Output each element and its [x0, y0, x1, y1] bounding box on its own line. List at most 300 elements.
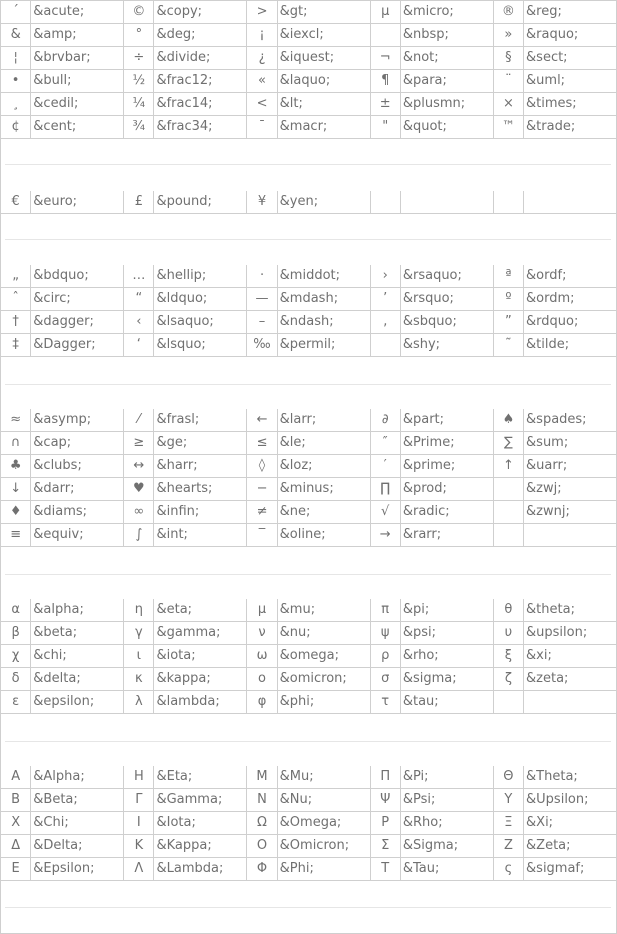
entity-code: &ordf; [524, 265, 616, 288]
entity-glyph: ♣ [1, 455, 31, 478]
entity-glyph: Α [1, 766, 31, 789]
entity-code: &mdash; [277, 288, 370, 311]
entity-code: &larr; [277, 409, 370, 432]
entity-code: &Psi; [400, 789, 493, 812]
entity-code: &not; [400, 47, 493, 70]
entity-glyph: „ [1, 265, 31, 288]
entity-code: &circ; [31, 288, 124, 311]
entity-glyph: Ζ [493, 835, 523, 858]
entity-code: &nbsp; [400, 24, 493, 47]
entity-glyph: ο [247, 668, 277, 691]
entity-code: &Omicron; [277, 835, 370, 858]
entity-code: &quot; [400, 116, 493, 139]
entity-glyph: © [124, 1, 154, 24]
entity-code: &bull; [31, 70, 124, 93]
table-row [1, 409, 616, 432]
entity-glyph [493, 501, 523, 524]
entity-glyph: ♠ [493, 409, 523, 432]
entity-code: &xi; [524, 645, 616, 668]
entity-code: &ordm; [524, 288, 616, 311]
entity-glyph: ″ [370, 432, 400, 455]
entity-glyph: ↔ [124, 455, 154, 478]
entity-code: &phi; [277, 691, 370, 714]
entity-glyph: Ε [1, 858, 31, 881]
entity-glyph: π [370, 599, 400, 622]
table-row [1, 524, 616, 547]
entity-glyph: Ξ [493, 812, 523, 835]
entity-code: &yen; [277, 191, 370, 214]
entity-code: &trade; [524, 116, 616, 139]
entity-code: &Eta; [154, 766, 247, 789]
entity-code: &sigmaf; [524, 858, 616, 881]
entity-glyph: € [1, 191, 31, 214]
entity-code: &divide; [154, 47, 247, 70]
entity-code: &rho; [400, 645, 493, 668]
entity-code: &lambda; [154, 691, 247, 714]
group-currency [1, 191, 616, 214]
entity-code: &Sigma; [400, 835, 493, 858]
entity-code: &para; [400, 70, 493, 93]
entity-glyph: ↑ [493, 455, 523, 478]
entity-code: &bdquo; [31, 265, 124, 288]
entity-glyph: − [247, 478, 277, 501]
entity-code: &reg; [524, 1, 616, 24]
entity-glyph: ‡ [1, 334, 31, 357]
entity-glyph: ˆ [1, 288, 31, 311]
entity-glyph: × [493, 93, 523, 116]
entity-code: &pi; [400, 599, 493, 622]
entity-code: &times; [524, 93, 616, 116]
entity-code: &Xi; [524, 812, 616, 835]
entity-glyph: λ [124, 691, 154, 714]
entity-glyph: ¦ [1, 47, 31, 70]
entity-glyph: ∂ [370, 409, 400, 432]
entity-glyph: > [247, 1, 277, 24]
entity-glyph: Η [124, 766, 154, 789]
entity-glyph: η [124, 599, 154, 622]
entity-glyph: Ι [124, 812, 154, 835]
entity-glyph: ± [370, 93, 400, 116]
entity-code: &spades; [524, 409, 616, 432]
entity-glyph: ¼ [124, 93, 154, 116]
entity-code: &upsilon; [524, 622, 616, 645]
entity-code: &Gamma; [154, 789, 247, 812]
entity-glyph: ρ [370, 645, 400, 668]
entity-code: &frac12; [154, 70, 247, 93]
group-divider [5, 239, 611, 240]
entity-glyph: ς [493, 858, 523, 881]
entity-code: &sum; [524, 432, 616, 455]
entity-code: &omega; [277, 645, 370, 668]
entity-glyph: ¢ [1, 116, 31, 139]
entity-code: &Upsilon; [524, 789, 616, 812]
entity-glyph: √ [370, 501, 400, 524]
entity-code: &dagger; [31, 311, 124, 334]
entity-glyph: ξ [493, 645, 523, 668]
entity-code: &copy; [154, 1, 247, 24]
entity-code: &shy; [400, 334, 493, 357]
group-divider [5, 741, 611, 742]
entity-glyph: ω [247, 645, 277, 668]
entity-glyph: £ [124, 191, 154, 214]
entity-glyph: … [124, 265, 154, 288]
entity-glyph: ® [493, 1, 523, 24]
entity-code: &Dagger; [31, 334, 124, 357]
entity-code: &Epsilon; [31, 858, 124, 881]
entity-code [524, 691, 616, 714]
table-row [1, 478, 616, 501]
entity-glyph: ≠ [247, 501, 277, 524]
entity-glyph [493, 691, 523, 714]
entity-glyph: ≥ [124, 432, 154, 455]
table-row [1, 501, 616, 524]
entity-code: &mu; [277, 599, 370, 622]
entity-code: &rsaquo; [400, 265, 493, 288]
entity-glyph: ” [493, 311, 523, 334]
entity-glyph: ∩ [1, 432, 31, 455]
entity-glyph: υ [493, 622, 523, 645]
entity-code: &rarr; [400, 524, 493, 547]
entity-code: &epsilon; [31, 691, 124, 714]
entity-glyph: ‹ [124, 311, 154, 334]
entity-code: &gt; [277, 1, 370, 24]
entity-code: &prod; [400, 478, 493, 501]
entity-glyph: τ [370, 691, 400, 714]
group-greek-lowercase [1, 599, 616, 714]
entity-glyph: • [1, 70, 31, 93]
entity-code: &Theta; [524, 766, 616, 789]
entity-code: &iota; [154, 645, 247, 668]
entity-code: &Lambda; [154, 858, 247, 881]
entity-code: &pound; [154, 191, 247, 214]
entity-glyph: ¸ [1, 93, 31, 116]
entity-code: &cap; [31, 432, 124, 455]
table-row [1, 691, 616, 714]
entity-code: &Kappa; [154, 835, 247, 858]
entity-code: &Prime; [400, 432, 493, 455]
entity-glyph: ∑ [493, 432, 523, 455]
entity-glyph: μ [247, 599, 277, 622]
entity-code: &amp; [31, 24, 124, 47]
table-row [1, 789, 616, 812]
entity-code: &permil; [277, 334, 370, 357]
entity-glyph: ¡ [247, 24, 277, 47]
entity-code: &uml; [524, 70, 616, 93]
entity-code: &euro; [31, 191, 124, 214]
entity-code: &zwj; [524, 478, 616, 501]
entity-glyph: º [493, 288, 523, 311]
entity-glyph: Ο [247, 835, 277, 858]
entity-code [400, 191, 493, 214]
entity-glyph: Μ [247, 766, 277, 789]
entity-glyph [370, 24, 400, 47]
entity-glyph: ¯ [247, 116, 277, 139]
group-divider [5, 574, 611, 575]
entity-glyph: α [1, 599, 31, 622]
table-row [1, 70, 616, 93]
entity-code: &zwnj; [524, 501, 616, 524]
entity-glyph: δ [1, 668, 31, 691]
entity-code: &ndash; [277, 311, 370, 334]
entity-code: &ldquo; [154, 288, 247, 311]
entity-glyph: ™ [493, 116, 523, 139]
entity-code: &macr; [277, 116, 370, 139]
entity-code: &chi; [31, 645, 124, 668]
entity-glyph: ν [247, 622, 277, 645]
entity-code: &clubs; [31, 455, 124, 478]
table-row [1, 191, 616, 214]
entity-code: &sect; [524, 47, 616, 70]
entity-glyph: Ν [247, 789, 277, 812]
entity-code: &harr; [154, 455, 247, 478]
entity-code: &theta; [524, 599, 616, 622]
entity-code: &Iota; [154, 812, 247, 835]
entity-code: &gamma; [154, 622, 247, 645]
entity-code: &sigma; [400, 668, 493, 691]
entity-glyph: ∫ [124, 524, 154, 547]
entity-glyph: Θ [493, 766, 523, 789]
entity-glyph: ˜ [493, 334, 523, 357]
entity-glyph: ← [247, 409, 277, 432]
entity-glyph: † [1, 311, 31, 334]
entity-code: &eta; [154, 599, 247, 622]
entity-glyph: ζ [493, 668, 523, 691]
entity-glyph: ‾ [247, 524, 277, 547]
entity-glyph: β [1, 622, 31, 645]
table-row [1, 432, 616, 455]
entity-code: &rdquo; [524, 311, 616, 334]
entity-code: &delta; [31, 668, 124, 691]
group-divider [5, 164, 611, 165]
entity-code: &le; [277, 432, 370, 455]
entity-code: &Phi; [277, 858, 370, 881]
entity-glyph: — [247, 288, 277, 311]
entity-glyph: & [1, 24, 31, 47]
entity-code: &Chi; [31, 812, 124, 835]
entity-code: &hearts; [154, 478, 247, 501]
entity-code: &plusmn; [400, 93, 493, 116]
table-row [1, 668, 616, 691]
entity-code: &rsquo; [400, 288, 493, 311]
entity-glyph: ≡ [1, 524, 31, 547]
entity-code: &micro; [400, 1, 493, 24]
entity-glyph: < [247, 93, 277, 116]
entity-glyph: ÷ [124, 47, 154, 70]
entity-glyph: ‚ [370, 311, 400, 334]
table-row [1, 858, 616, 881]
entity-glyph [493, 191, 523, 214]
entity-glyph: ’ [370, 288, 400, 311]
entity-glyph: κ [124, 668, 154, 691]
entity-code: &uarr; [524, 455, 616, 478]
table-row [1, 455, 616, 478]
entity-glyph: ¶ [370, 70, 400, 93]
entity-glyph: θ [493, 599, 523, 622]
entity-glyph [493, 524, 523, 547]
entity-glyph: ‘ [124, 334, 154, 357]
table-row [1, 24, 616, 47]
entity-code: &Nu; [277, 789, 370, 812]
entity-code: &psi; [400, 622, 493, 645]
entity-glyph: “ [124, 288, 154, 311]
entity-code: &zeta; [524, 668, 616, 691]
entity-glyph: » [493, 24, 523, 47]
entity-code: &kappa; [154, 668, 247, 691]
entity-code: &equiv; [31, 524, 124, 547]
entity-code: &tau; [400, 691, 493, 714]
entity-glyph: ∏ [370, 478, 400, 501]
entity-glyph: γ [124, 622, 154, 645]
entity-code: &infin; [154, 501, 247, 524]
table-row [1, 622, 616, 645]
entity-code: &loz; [277, 455, 370, 478]
group-punctuation [1, 265, 616, 357]
entity-code: &iquest; [277, 47, 370, 70]
entity-code: &lt; [277, 93, 370, 116]
entity-glyph: Σ [370, 835, 400, 858]
entity-glyph: ♦ [1, 501, 31, 524]
table-row [1, 265, 616, 288]
entity-code: &diams; [31, 501, 124, 524]
entity-glyph: ′ [370, 455, 400, 478]
entity-code: &raquo; [524, 24, 616, 47]
entity-glyph [370, 191, 400, 214]
entity-code: &sbquo; [400, 311, 493, 334]
entity-code: &asymp; [31, 409, 124, 432]
entity-code: &Tau; [400, 858, 493, 881]
entity-glyph: § [493, 47, 523, 70]
entity-code: &laquo; [277, 70, 370, 93]
entity-code: &ge; [154, 432, 247, 455]
entity-glyph: φ [247, 691, 277, 714]
entity-code: &part; [400, 409, 493, 432]
entity-code: &beta; [31, 622, 124, 645]
entity-glyph: ‰ [247, 334, 277, 357]
entity-code: &frac14; [154, 93, 247, 116]
entity-code: &radic; [400, 501, 493, 524]
entity-glyph [370, 334, 400, 357]
entity-code: &iexcl; [277, 24, 370, 47]
entity-glyph: ¥ [247, 191, 277, 214]
entity-code [524, 524, 616, 547]
entity-glyph: " [370, 116, 400, 139]
entity-glyph: Δ [1, 835, 31, 858]
entity-code: &hellip; [154, 265, 247, 288]
entity-code: &Beta; [31, 789, 124, 812]
table-row [1, 311, 616, 334]
entity-glyph: ½ [124, 70, 154, 93]
entity-code: &brvbar; [31, 47, 124, 70]
entity-glyph: ¿ [247, 47, 277, 70]
table-row [1, 288, 616, 311]
entity-glyph: ♥ [124, 478, 154, 501]
entity-glyph: Λ [124, 858, 154, 881]
entity-glyph: Χ [1, 812, 31, 835]
entity-code: &cent; [31, 116, 124, 139]
entity-code: &Delta; [31, 835, 124, 858]
entity-code: &Mu; [277, 766, 370, 789]
entity-code: &minus; [277, 478, 370, 501]
table-row [1, 334, 616, 357]
table-row [1, 599, 616, 622]
entity-glyph: → [370, 524, 400, 547]
table-row [1, 47, 616, 70]
group-latin1-symbols [1, 1, 616, 139]
entity-code: &lsaquo; [154, 311, 247, 334]
entity-glyph: Π [370, 766, 400, 789]
entity-glyph: Φ [247, 858, 277, 881]
entity-code: &prime; [400, 455, 493, 478]
table-row [1, 766, 616, 789]
entity-glyph: « [247, 70, 277, 93]
entity-code: &frac34; [154, 116, 247, 139]
entity-glyph: Υ [493, 789, 523, 812]
entity-code: &omicron; [277, 668, 370, 691]
entity-glyph: ¾ [124, 116, 154, 139]
entity-glyph: ª [493, 265, 523, 288]
entity-glyph: Ω [247, 812, 277, 835]
table-row [1, 812, 616, 835]
entity-code: &nu; [277, 622, 370, 645]
entity-glyph: ´ [1, 1, 31, 24]
entity-code: &darr; [31, 478, 124, 501]
entity-code: &alpha; [31, 599, 124, 622]
table-row [1, 116, 616, 139]
entity-glyph: ψ [370, 622, 400, 645]
entity-code: &Pi; [400, 766, 493, 789]
entity-code: &cedil; [31, 93, 124, 116]
group-divider [5, 384, 611, 385]
entity-glyph: σ [370, 668, 400, 691]
entity-glyph: µ [370, 1, 400, 24]
entity-glyph: ↓ [1, 478, 31, 501]
entity-code [524, 191, 616, 214]
entity-glyph: ◊ [247, 455, 277, 478]
entity-glyph: ° [124, 24, 154, 47]
entity-glyph: › [370, 265, 400, 288]
group-greek-uppercase [1, 766, 616, 881]
entity-code: &Zeta; [524, 835, 616, 858]
entity-code: &Alpha; [31, 766, 124, 789]
entity-glyph: ≈ [1, 409, 31, 432]
entity-glyph: Τ [370, 858, 400, 881]
entity-code: &frasl; [154, 409, 247, 432]
entity-glyph: ≤ [247, 432, 277, 455]
entity-code: &lsquo; [154, 334, 247, 357]
entity-glyph [493, 478, 523, 501]
entity-glyph: Β [1, 789, 31, 812]
entity-code: &int; [154, 524, 247, 547]
entity-glyph: ι [124, 645, 154, 668]
entity-code: &Omega; [277, 812, 370, 835]
group-divider [5, 907, 611, 908]
entity-code: &Rho; [400, 812, 493, 835]
entity-glyph: χ [1, 645, 31, 668]
entity-code: &oline; [277, 524, 370, 547]
entity-glyph: ¬ [370, 47, 400, 70]
entity-code: &acute; [31, 1, 124, 24]
entity-glyph: · [247, 265, 277, 288]
entity-glyph: ∞ [124, 501, 154, 524]
entity-glyph: ⁄ [124, 409, 154, 432]
entity-glyph: ¨ [493, 70, 523, 93]
entity-code: &deg; [154, 24, 247, 47]
entity-glyph: ε [1, 691, 31, 714]
entity-code: &ne; [277, 501, 370, 524]
table-row [1, 645, 616, 668]
entity-glyph: Κ [124, 835, 154, 858]
table-row [1, 93, 616, 116]
